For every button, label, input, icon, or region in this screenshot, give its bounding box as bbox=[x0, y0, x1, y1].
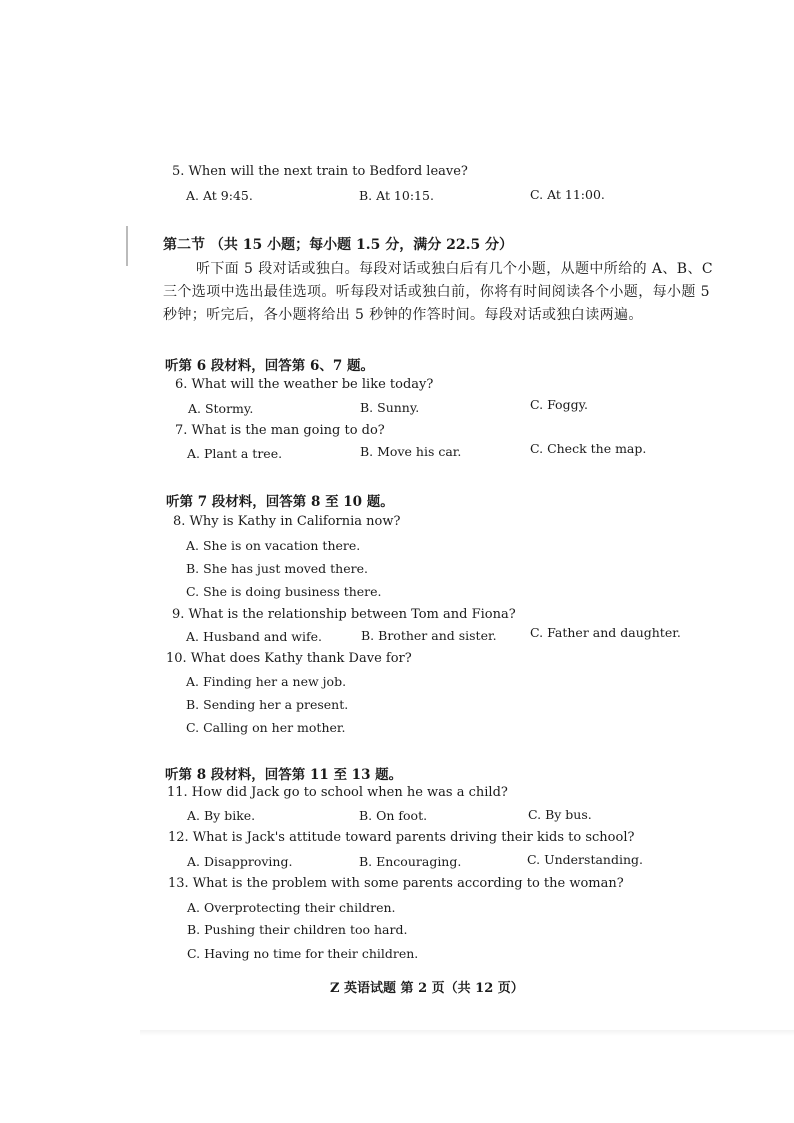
group-6-label: 听第 6 段材料，回答第 6、7 题。 bbox=[165, 358, 374, 374]
q6-option-c: C. Foggy. bbox=[530, 397, 588, 412]
q12-option-c: C. Understanding. bbox=[527, 852, 643, 867]
scan-shadow bbox=[140, 1030, 794, 1036]
q11-option-c: C. By bus. bbox=[528, 807, 592, 822]
q7-option-b: B. Move his car. bbox=[360, 444, 462, 459]
q5-option-a: A. At 9:45. bbox=[186, 188, 253, 203]
q5-option-c: C. At 11:00. bbox=[530, 187, 605, 202]
section-2-instruction-2: 三个选项中选出最佳选项。听每段对话或独白前，你将有时间阅读各个小题，每小题 5 bbox=[163, 284, 710, 300]
q7-option-c: C. Check the map. bbox=[530, 441, 647, 456]
question-8: 8. Why is Kathy in California now? bbox=[173, 514, 401, 529]
q8-option-a: A. She is on vacation there. bbox=[186, 538, 361, 553]
q13-option-a: A. Overprotecting their children. bbox=[187, 900, 396, 915]
question-9: 9. What is the relationship between Tom and Fiona? bbox=[172, 607, 516, 622]
q8-option-b: B. She has just moved there. bbox=[186, 561, 368, 576]
q12-option-a: A. Disapproving. bbox=[187, 854, 293, 869]
q11-option-b: B. On foot. bbox=[359, 808, 428, 823]
section-2-instruction-1: 听下面 5 段对话或独白。每段对话或独白后有几个小题，从题中所给的 A、B、C bbox=[196, 261, 713, 277]
q13-option-c: C. Having no time for their children. bbox=[187, 946, 419, 961]
question-6: 6. What will the weather be like today? bbox=[175, 377, 434, 392]
q7-option-a: A. Plant a tree. bbox=[187, 446, 283, 461]
q8-option-c: C. She is doing business there. bbox=[186, 584, 382, 599]
q12-option-b: B. Encouraging. bbox=[359, 854, 462, 869]
q9-option-b: B. Brother and sister. bbox=[361, 628, 497, 643]
section-2-instruction-3: 秒钟；听完后，各小题将给出 5 秒钟的作答时间。每段对话或独白读两遍。 bbox=[163, 307, 643, 323]
section-2-heading: 第二节 （共 15 小题；每小题 1.5 分，满分 22.5 分） bbox=[163, 237, 514, 253]
q6-option-a: A. Stormy. bbox=[188, 401, 254, 416]
question-5: 5. When will the next train to Bedford leave? bbox=[172, 164, 468, 179]
q10-option-a: A. Finding her a new job. bbox=[186, 674, 347, 689]
q11-option-a: A. By bike. bbox=[187, 808, 256, 823]
q10-option-c: C. Calling on her mother. bbox=[186, 720, 346, 735]
q13-option-b: B. Pushing their children too hard. bbox=[187, 922, 408, 937]
group-7-label: 听第 7 段材料，回答第 8 至 10 题。 bbox=[166, 494, 394, 510]
question-10: 10. What does Kathy thank Dave for? bbox=[166, 651, 412, 666]
question-12: 12. What is Jack's attitude toward parents driving their kids to school? bbox=[168, 830, 635, 845]
group-8-label: 听第 8 段材料，回答第 11 至 13 题。 bbox=[165, 767, 403, 783]
page-footer: Z 英语试题 第 2 页（共 12 页） bbox=[330, 981, 524, 996]
q5-option-b: B. At 10:15. bbox=[359, 188, 434, 203]
q10-option-b: B. Sending her a present. bbox=[186, 697, 349, 712]
scan-artifact bbox=[126, 226, 128, 266]
q6-option-b: B. Sunny. bbox=[360, 400, 420, 415]
question-13: 13. What is the problem with some parents according to the woman? bbox=[168, 876, 624, 891]
question-7: 7. What is the man going to do? bbox=[175, 423, 385, 438]
q9-option-c: C. Father and daughter. bbox=[530, 625, 681, 640]
question-11: 11. How did Jack go to school when he was a child? bbox=[167, 785, 508, 800]
q9-option-a: A. Husband and wife. bbox=[186, 629, 322, 644]
